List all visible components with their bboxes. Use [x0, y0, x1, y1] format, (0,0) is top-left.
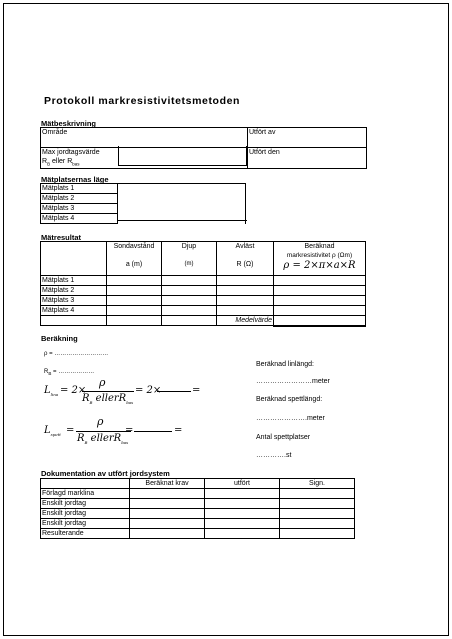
- result-row-4-label: Mätplats 4: [41, 306, 107, 316]
- dok-row-4-label: Enskilt jordtag: [41, 519, 130, 529]
- omrade-label: Område: [42, 129, 68, 136]
- dok-r3-utfort[interactable]: [205, 509, 280, 519]
- dokumentation-heading: Dokumentation av utfört jordsystem: [41, 469, 170, 478]
- spettlangd-label: Beräknad spettlängd:: [256, 396, 323, 403]
- f2-den-sub1: B: [84, 440, 88, 445]
- rb-sub: B: [47, 161, 51, 167]
- omrade-divider: [118, 127, 119, 147]
- spettlangd-value[interactable]: ………………….meter: [256, 415, 325, 422]
- f2-lhs: L: [44, 425, 51, 436]
- antal-spettplatser-label: Antal spettplatser: [256, 434, 311, 441]
- f1-blank-line: [157, 391, 191, 392]
- f1-den: [82, 393, 133, 405]
- dok-r4-utfort[interactable]: [205, 519, 280, 529]
- dok-r4-sign[interactable]: [280, 519, 355, 529]
- col-sondavstand-label: Sondavstånd: [113, 243, 155, 250]
- rho-value-line: ρ = ………………………: [44, 351, 109, 357]
- f1-fraction-line: [82, 391, 134, 392]
- dok-row-3-label: Enskilt jordtag: [41, 509, 130, 519]
- linlangd-value[interactable]: ……………………meter: [256, 378, 330, 385]
- col-avlast-unit: R (Ω): [236, 261, 254, 268]
- dok-r1-krav[interactable]: [130, 489, 205, 499]
- f1-end: =: [192, 385, 201, 396]
- r3-a[interactable]: [107, 296, 162, 306]
- f1-den-sub1: B: [89, 400, 93, 405]
- f2-num: ρ: [97, 415, 104, 428]
- medelvarde-label: Medelvärde: [217, 316, 274, 326]
- dok-r2-sign[interactable]: [280, 499, 355, 509]
- matplatser-heading: Mätplatsernas läge: [41, 175, 109, 184]
- dok-r1-sign[interactable]: [280, 489, 355, 499]
- r1-a[interactable]: [107, 276, 162, 286]
- medelvarde-value[interactable]: [274, 316, 366, 326]
- f2-end: =: [174, 425, 183, 436]
- col-djup-label: Djup: [181, 243, 197, 250]
- dok-row-2-label: Enskilt jordtag: [41, 499, 130, 509]
- rb-line-dots: = ………………: [51, 369, 95, 375]
- r4-a[interactable]: [107, 306, 162, 316]
- medel-empty-1: [41, 316, 107, 326]
- r4-rho[interactable]: [274, 306, 366, 316]
- matresultat-corner: [41, 242, 107, 276]
- omrade-cell[interactable]: [41, 128, 248, 148]
- dok-r5-sign[interactable]: [280, 529, 355, 539]
- col-avlast-label: Avläst: [235, 243, 255, 250]
- f1-den-sub2: bas: [126, 400, 134, 405]
- f2-eq: =: [66, 425, 75, 436]
- matplats-3-label: Mätplats 3: [41, 204, 118, 214]
- col-sondavstand-unit: a (m): [125, 261, 143, 268]
- col-djup: [162, 242, 217, 276]
- f1-lhs-sub: lina: [50, 392, 59, 397]
- matplats-bottom-line: [118, 220, 247, 221]
- dok-header-sign: Sign.: [280, 479, 355, 489]
- l-lina-formula: [44, 385, 58, 397]
- r4-r[interactable]: [217, 306, 274, 316]
- matplatser-table: [40, 183, 246, 224]
- dok-r3-krav[interactable]: [130, 509, 205, 519]
- r1-djup[interactable]: [162, 276, 217, 286]
- result-row-1-label: Mätplats 1: [41, 276, 107, 286]
- matresultat-table: [40, 241, 366, 327]
- r3-r[interactable]: [217, 296, 274, 306]
- document-title: Protokoll markresistivitetsmetoden: [44, 95, 241, 107]
- f2-mid: =: [125, 425, 134, 436]
- col-avlast: [217, 242, 274, 276]
- rho-formula: ρ = 2×π×a×R: [283, 260, 356, 271]
- col-sondavstand: [107, 242, 162, 276]
- antal-spettplatser-value[interactable]: ………….st: [256, 452, 292, 459]
- matplats-4-label: Mätplats 4: [41, 214, 118, 224]
- f2-fraction-line: [76, 431, 131, 432]
- col-djup-unit: (m): [184, 261, 194, 267]
- max-jordtag-label: Max jordtagsvärde: [42, 149, 100, 156]
- col-beraknad-label: Beräknad: [304, 243, 335, 250]
- matresultat-heading: Mätresultat: [41, 233, 82, 242]
- rb-line-sub: B: [48, 371, 52, 377]
- dok-header-0: [41, 479, 130, 489]
- dok-header-krav: Beräknat krav: [130, 479, 205, 489]
- l-spett-formula: [44, 425, 61, 437]
- dok-row-1-label: Förlagd marklina: [41, 489, 130, 499]
- f1-den-mid: ellerR: [92, 393, 127, 404]
- r2-rho[interactable]: [274, 286, 366, 296]
- r4-djup[interactable]: [162, 306, 217, 316]
- f2-blank-line: [134, 431, 172, 432]
- linlangd-label: Beräknad linlängd:: [256, 361, 314, 368]
- r1-rho[interactable]: [274, 276, 366, 286]
- f2-den-r: R: [77, 433, 85, 444]
- dok-r5-krav[interactable]: [130, 529, 205, 539]
- f1-den-r: R: [82, 393, 90, 404]
- rbas-symbol: eller R: [50, 158, 73, 165]
- berakning-heading: Beräkning: [41, 334, 78, 343]
- dok-r4-krav[interactable]: [130, 519, 205, 529]
- f1-eq: = 2×: [60, 385, 87, 396]
- rb-symbol: R: [42, 158, 48, 165]
- dokumentation-table: [40, 478, 355, 539]
- rb-value-line: [44, 369, 94, 376]
- matbeskrivning-heading: Mätbeskrivning: [41, 119, 97, 128]
- max-jordtag-value[interactable]: [118, 146, 247, 166]
- result-row-2-label: Mätplats 2: [41, 286, 107, 296]
- matplats-1-label: Mätplats 1: [41, 184, 118, 194]
- dok-r1-utfort[interactable]: [205, 489, 280, 499]
- f2-den-sub2: bas: [121, 440, 129, 445]
- r2-r[interactable]: [217, 286, 274, 296]
- medel-empty-2: [107, 316, 162, 326]
- r2-a[interactable]: [107, 286, 162, 296]
- utfort-den-cell[interactable]: [248, 148, 367, 169]
- f2-lhs-sub: spett: [50, 432, 61, 437]
- result-row-3-label: Mätplats 3: [41, 296, 107, 306]
- f1-num: ρ: [99, 376, 106, 389]
- utfort-av-cell[interactable]: [248, 128, 367, 148]
- dok-r3-sign[interactable]: [280, 509, 355, 519]
- dok-r5-utfort[interactable]: [205, 529, 280, 539]
- matplats-2-label: Mätplats 2: [41, 194, 118, 204]
- r3-rho[interactable]: [274, 296, 366, 306]
- matplats-lage-value[interactable]: [118, 184, 246, 224]
- dok-header-utfort: utfört: [205, 479, 280, 489]
- r1-r[interactable]: [217, 276, 274, 286]
- utfort-den-label: Utfört den: [249, 149, 280, 156]
- r3-djup[interactable]: [162, 296, 217, 306]
- r2-djup[interactable]: [162, 286, 217, 296]
- rb-line-symbol: R: [44, 369, 49, 375]
- dok-r2-krav[interactable]: [130, 499, 205, 509]
- dok-row-5-label: Resulterande: [41, 529, 130, 539]
- f1-lhs: L: [44, 385, 51, 396]
- rbas-sub: bas: [72, 161, 80, 167]
- f2-den-mid: ellerR: [87, 433, 122, 444]
- dok-r2-utfort[interactable]: [205, 499, 280, 509]
- f2-den: [77, 433, 128, 445]
- medel-empty-3: [162, 316, 217, 326]
- f1-tail: = 2×: [135, 385, 162, 396]
- col-beraknad: [274, 242, 366, 276]
- utfort-av-label: Utfört av: [249, 129, 276, 136]
- col-beraknad-unit: markresistivitet ρ (Ωm): [286, 252, 353, 259]
